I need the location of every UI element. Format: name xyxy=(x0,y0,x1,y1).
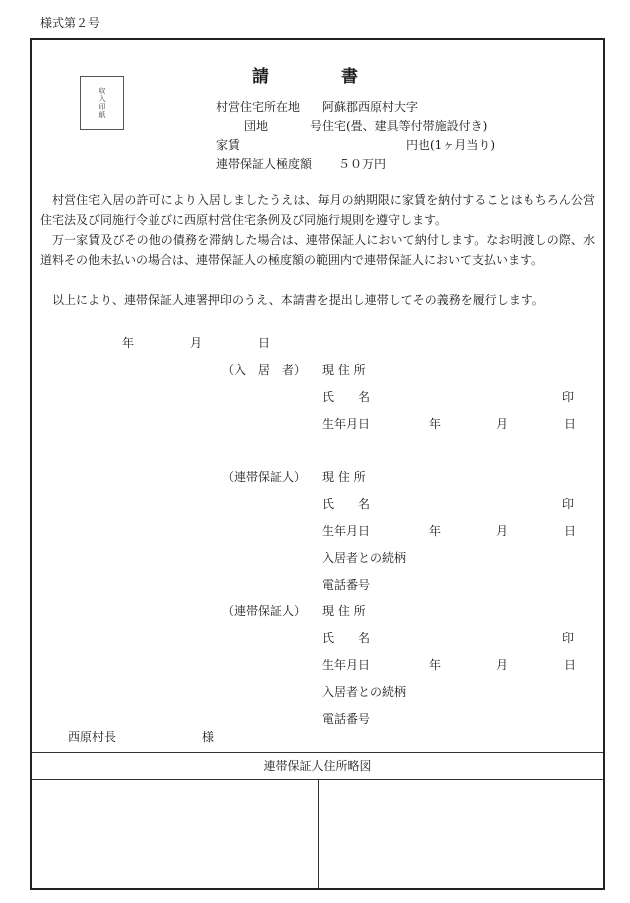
revenue-stamp-box xyxy=(80,76,124,130)
guarantor1-relation-label: 入居者との続柄 xyxy=(322,551,407,565)
guarantor1-birth-label: 生年月日 xyxy=(322,524,371,538)
guarantor2-role: （連帯保証人） xyxy=(222,604,307,618)
guarantor2-phone-label: 電話番号 xyxy=(322,712,371,726)
guarantor1-birth-day: 日 xyxy=(564,524,577,538)
guarantee-limit-value: ５０万円 xyxy=(338,157,387,171)
resident-name-label: 氏 名 xyxy=(322,390,371,404)
date-month: 月 xyxy=(190,336,203,350)
date-day: 日 xyxy=(258,336,271,350)
danchi-label: 団地 xyxy=(244,119,269,133)
resident-birth-month: 月 xyxy=(496,417,509,431)
resident-birth-year: 年 xyxy=(429,417,442,431)
form-number: 様式第２号 xyxy=(40,16,101,30)
rent-label: 家賃 xyxy=(216,138,241,152)
guarantor2-birth-month: 月 xyxy=(496,658,509,672)
guarantee-limit-label: 連帯保証人極度額 xyxy=(216,157,313,171)
guarantor2-relation-label: 入居者との続柄 xyxy=(322,685,407,699)
resident-address-label: 現 住 所 xyxy=(322,363,366,377)
location-value: 阿蘇郡西原村大字 xyxy=(322,100,419,114)
guarantor2-birth-day: 日 xyxy=(564,658,577,672)
resident-birth-day: 日 xyxy=(564,417,577,431)
guarantor1-birth-month: 月 xyxy=(496,524,509,538)
guarantor1-seal: 印 xyxy=(562,497,575,511)
revenue-stamp-label: 収入印紙 xyxy=(98,87,106,119)
body-paragraph-3: 以上により、連帯保証人連署押印のうえ、本請書を提出し連帯してその義務を履行します。 xyxy=(52,293,544,307)
rent-unit: 円也(1ヶ月当り) xyxy=(406,138,495,152)
housing-type: 号住宅(畳、建具等付帯施設付き) xyxy=(310,119,488,133)
guarantor2-seal: 印 xyxy=(562,631,575,645)
guarantor2-address-label: 現 住 所 xyxy=(322,604,366,618)
guarantor1-birth-year: 年 xyxy=(429,524,442,538)
resident-role: （入 居 者） xyxy=(222,363,307,377)
guarantor1-name-label: 氏 名 xyxy=(322,497,371,511)
body-paragraph-2: 万一家賃及びその他の債務を滞納した場合は、連帯保証人において納付します。なお明渡しの際、水道料その他未払いの場合は、連帯保証人の極度額の範囲内で連帯保証人において支払います。 xyxy=(40,233,595,267)
sketch-divider xyxy=(318,779,319,888)
date-year: 年 xyxy=(122,336,135,350)
guarantor2-birth-label: 生年月日 xyxy=(322,658,371,672)
guarantor2-name-label: 氏 名 xyxy=(322,631,371,645)
guarantor1-phone-label: 電話番号 xyxy=(322,578,371,592)
document-title: 請書 xyxy=(252,67,430,87)
guarantor1-address-label: 現 住 所 xyxy=(322,470,366,484)
body-paragraph-1: 村営住宅入居の許可により入居しましたうえは、毎月の納期限に家賃を納付することはもちろん公営住宅法及び同施行令並びに西原村営住宅条例及び同施行規則を遵守します。 xyxy=(40,193,595,227)
guarantor2-birth-year: 年 xyxy=(429,658,442,672)
guarantor1-role: （連帯保証人） xyxy=(222,470,307,484)
resident-seal: 印 xyxy=(562,390,575,404)
addressee-honorific: 様 xyxy=(202,730,215,744)
addressee-name: 西原村長 xyxy=(68,730,117,744)
guarantor-address-sketch-header: 連帯保証人住所略図 xyxy=(32,752,603,780)
resident-birth-label: 生年月日 xyxy=(322,417,371,431)
form-frame xyxy=(30,38,605,890)
location-label: 村営住宅所在地 xyxy=(216,100,301,114)
